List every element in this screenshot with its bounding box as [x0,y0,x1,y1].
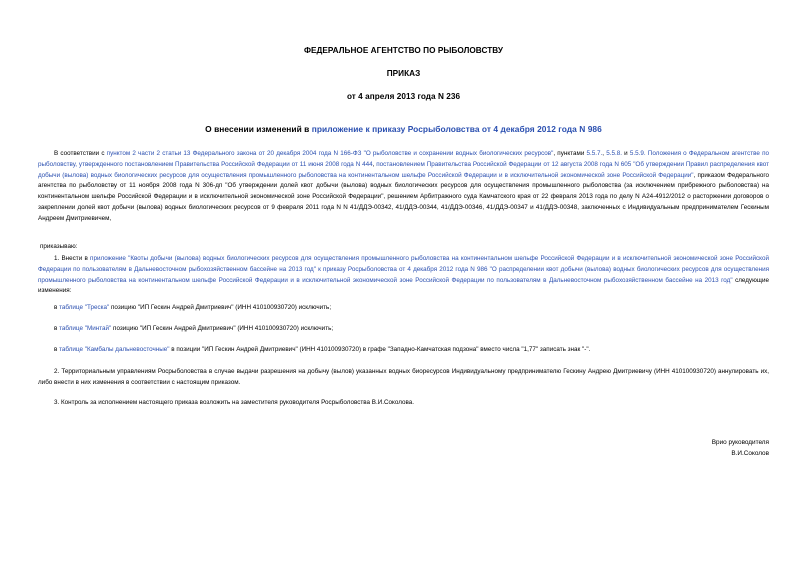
item-1 [38,254,769,297]
clause-link[interactable]: 5.5.8. [606,150,622,157]
doc-title [0,124,807,134]
agency-name: ФЕДЕРАЛЬНОЕ АГЕНТСТВО ПО РЫБОЛОВСТВУ [303,46,504,55]
item-2: 2. Территориальным управлениям Росрыболовства в случае выдачи разрешения на добычу (вылов) указанных водных биоресурсов Индивидуальному предпринимателю Гескину Андрею Дмитриевичу (ИНН 410100930720) аннулировать их, либо внести в них изменения в соответствии с настоящим приказом. [38,368,769,386]
table-flounder-link[interactable]: таблице "Камбалы дальневосточные" [59,346,170,353]
orders-line: приказываю: [40,243,78,250]
appendix-link[interactable]: приложение "Квоты добычи (вылова) водных биологических ресурсов для осуществления промышленного рыболовства на континентальном шельфе Российской Федерации и в исключительной экономической зоне Российской Федерации по пользователям в Дальневосточном рыбохозяйственном бассейне на 2013 год" к приказу Росрыболовства от 4 декабря 2012 года N 986 "О распределении квот добычи (вылова) водных биологических ресурсов для осуществления промышленного рыболовства на континентальном шельфе Российской Федерации и в исключительной экономической зоне Российской Федерации по пользователям в Дальневосточном рыбохозяйственном бассейне на 2013 год" [38,255,769,284]
table-pollock-link[interactable]: таблице "Минтай" [59,325,112,332]
doc-title-text: О внесении изменений в [205,124,312,134]
signatory-name: В.И.Соколов [731,449,769,457]
item-1-text: следующие изменения: [38,276,769,295]
preamble-text: и [621,150,630,157]
regulation-link[interactable]: 5.5.9. Положения о Федеральном агентстве по рыболовству, утвержденного постановлением Правительства Российской Федерации от 11 июня 2008 года N 444 [38,150,769,168]
preamble-text: , приказом Федерального агентства по рыболовству от 11 ноября 2008 года N 306-дп "Об утверждении долей квот добычи (вылова) водных биологических ресурсов для осуществления промышленного рыболовства (за исключением прибрежного рыболовства) на континентальном шельфе Российской Федерации и в исключительной экономической зоне Российской Федерации", решением Арбитражного суда Камчатского края от 22 февраля 2013 года по делу N А24-4912/2012 о расторжении договоров о закреплении долей квот добычи (вылова) водных биологических ресурсов от 9 февраля 2011 года N N 41/ДДЭ-00342, 41/ДДЭ-00344, 41/ДДЭ-00346, 41/ДДЭ-00347 и 41/ДДЭ-00348, заключенных с Индивидуальным предпринимателем Гескиным Андреем Дмитриевичем, [38,171,770,222]
item-3: 3. Контроль за исполнением настоящего приказа возложить на заместителя руководителя Росрыболовства В.И.Соколова. [54,399,415,406]
preamble-text: , пунктами [553,150,587,157]
doc-type: ПРИКАЗ [386,69,421,78]
sub-item-cod: в таблице "Треска" позицию "ИП Гескин Андрей Дмитриевич" (ИНН 410100930720) исключить; [54,304,332,311]
preamble-text: , [372,160,377,168]
doc-date-number: от 4 апреля 2013 года N 236 [346,92,461,101]
decree-link[interactable]: постановлением Правительства Российской Федерации от 12 августа 2008 года N 605 "Об утверждении Правил распределения квот добычи (вылова) водных биологических ресурсов для осуществления промышленного рыболовства на континентальном шельфе Российской Федерации и в исключительной экономической зоне Российской Федерации" [38,160,769,179]
sub-item-pollock: в таблице "Минтай" позицию "ИП Гескин Андрей Дмитриевич" (ИНН 410100930720) исключить; [54,325,334,332]
preamble-text: , [602,150,607,157]
law-link[interactable]: пунктом 2 части 2 статьи 13 Федерального закона от 20 декабря 2004 года N 166-ФЗ "О рыболовстве и сохранении водных биологических ресурсов" [106,150,554,157]
signature-block [712,438,769,459]
preamble-paragraph [38,149,769,225]
signatory-position: Врио руководителя [711,439,769,446]
table-cod-link[interactable]: таблице "Треска" [59,304,110,311]
item-1-text: 1. Внести в [54,255,91,262]
clause-link[interactable]: 5.5.7. [586,150,603,157]
sub-item-flounder: в таблице "Камбалы дальневосточные" в позиции "ИП Гескин Андрей Дмитриевич" (ИНН 410100930720) в графе "Западно-Камчатская подзона" вместо числа "1,77" записать знак "-". [54,346,591,353]
doc-title-link[interactable]: приложение к приказу Росрыболовства от 4 декабря 2012 года N 986 [311,124,602,134]
preamble-text: В соответствии с [54,150,107,157]
